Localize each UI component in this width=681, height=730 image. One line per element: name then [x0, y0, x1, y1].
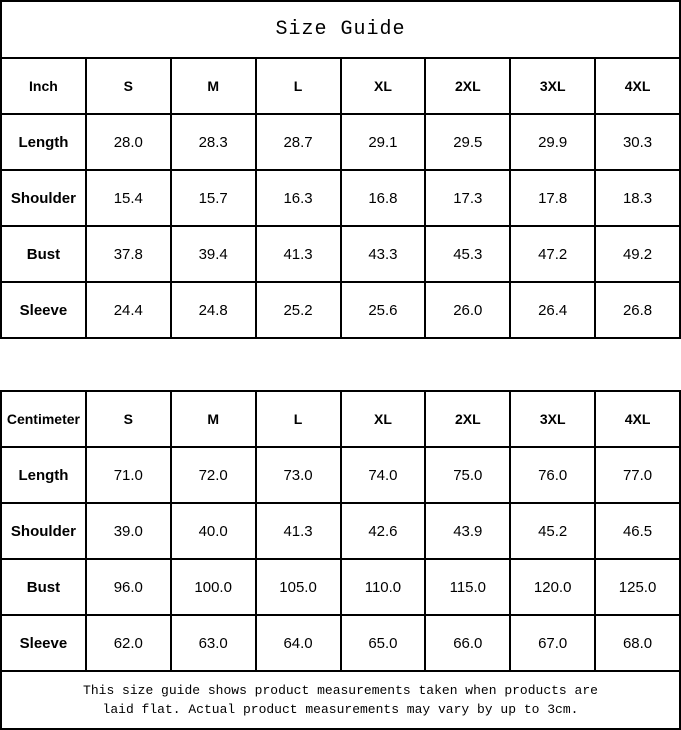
cell-value: 16.8: [341, 170, 426, 226]
cell-value: 17.8: [510, 170, 595, 226]
cell-value: 15.7: [171, 170, 256, 226]
cell-value: 74.0: [341, 447, 426, 503]
cell-value: 45.2: [510, 503, 595, 559]
cell-value: 110.0: [341, 559, 426, 615]
size-header-m: M: [171, 58, 256, 114]
size-header-l: L: [256, 391, 341, 447]
cell-value: 39.0: [86, 503, 171, 559]
cell-value: 75.0: [425, 447, 510, 503]
unit-header-inch: Inch: [1, 58, 86, 114]
cell-value: 18.3: [595, 170, 680, 226]
row-header-shoulder: Shoulder: [1, 503, 86, 559]
cm-length-row: [1, 447, 680, 503]
table-gap-spacer: [0, 339, 681, 390]
cell-value: 49.2: [595, 226, 680, 282]
row-header-bust: Bust: [1, 226, 86, 282]
cell-value: 24.4: [86, 282, 171, 338]
cm-sleeve-row: [1, 615, 680, 671]
cell-value: 25.6: [341, 282, 426, 338]
cell-value: 41.3: [256, 226, 341, 282]
cell-value: 64.0: [256, 615, 341, 671]
cm-header-row: [1, 391, 680, 447]
cell-value: 105.0: [256, 559, 341, 615]
cell-value: 16.3: [256, 170, 341, 226]
cell-value: 73.0: [256, 447, 341, 503]
page-title: Size Guide: [1, 1, 680, 58]
cell-value: 29.5: [425, 114, 510, 170]
cell-value: 28.3: [171, 114, 256, 170]
cell-value: 28.0: [86, 114, 171, 170]
cell-value: 120.0: [510, 559, 595, 615]
row-header-length: Length: [1, 447, 86, 503]
cell-value: 67.0: [510, 615, 595, 671]
cell-value: 43.9: [425, 503, 510, 559]
size-header-3xl: 3XL: [510, 391, 595, 447]
cell-value: 115.0: [425, 559, 510, 615]
cell-value: 37.8: [86, 226, 171, 282]
note-row: [1, 671, 680, 729]
size-header-s: S: [86, 391, 171, 447]
cell-value: 46.5: [595, 503, 680, 559]
cell-value: 26.0: [425, 282, 510, 338]
cell-value: 40.0: [171, 503, 256, 559]
cell-value: 47.2: [510, 226, 595, 282]
size-header-xl: XL: [341, 58, 426, 114]
cell-value: 24.8: [171, 282, 256, 338]
cm-bust-row: [1, 559, 680, 615]
size-header-4xl: 4XL: [595, 391, 680, 447]
inch-length-row: [1, 114, 680, 170]
cell-value: 66.0: [425, 615, 510, 671]
cell-value: 42.6: [341, 503, 426, 559]
cell-value: 39.4: [171, 226, 256, 282]
cell-value: 25.2: [256, 282, 341, 338]
cell-value: 17.3: [425, 170, 510, 226]
cell-value: 26.4: [510, 282, 595, 338]
cell-value: 30.3: [595, 114, 680, 170]
inch-sleeve-row: [1, 282, 680, 338]
size-header-xl: XL: [341, 391, 426, 447]
cell-value: 77.0: [595, 447, 680, 503]
note-cell: [1, 671, 680, 729]
cell-value: 26.8: [595, 282, 680, 338]
size-header-4xl: 4XL: [595, 58, 680, 114]
cell-value: 125.0: [595, 559, 680, 615]
cell-value: 29.9: [510, 114, 595, 170]
cell-value: 72.0: [171, 447, 256, 503]
inch-shoulder-row: [1, 170, 680, 226]
row-header-sleeve: Sleeve: [1, 282, 86, 338]
size-header-2xl: 2XL: [425, 58, 510, 114]
size-header-s: S: [86, 58, 171, 114]
title-row: [1, 1, 680, 58]
row-header-bust: Bust: [1, 559, 86, 615]
cell-value: 68.0: [595, 615, 680, 671]
cell-value: 100.0: [171, 559, 256, 615]
cell-value: 96.0: [86, 559, 171, 615]
cell-value: 45.3: [425, 226, 510, 282]
cell-value: 65.0: [341, 615, 426, 671]
inch-size-table: [0, 0, 681, 339]
centimeter-size-table: [0, 390, 681, 730]
row-header-sleeve: Sleeve: [1, 615, 86, 671]
cell-value: 71.0: [86, 447, 171, 503]
measurement-note: This size guide shows product measurements taken when products are laid flat. Actual product measurements may vary by up to 3cm.: [83, 683, 598, 717]
size-header-l: L: [256, 58, 341, 114]
row-header-shoulder: Shoulder: [1, 170, 86, 226]
inch-header-row: [1, 58, 680, 114]
size-header-2xl: 2XL: [425, 391, 510, 447]
cell-value: 41.3: [256, 503, 341, 559]
cell-value: 29.1: [341, 114, 426, 170]
cell-value: 15.4: [86, 170, 171, 226]
unit-header-centimeter: Centimeter: [1, 391, 86, 447]
cell-value: 28.7: [256, 114, 341, 170]
row-header-length: Length: [1, 114, 86, 170]
cell-value: 62.0: [86, 615, 171, 671]
inch-bust-row: [1, 226, 680, 282]
cell-value: 76.0: [510, 447, 595, 503]
size-header-m: M: [171, 391, 256, 447]
size-header-3xl: 3XL: [510, 58, 595, 114]
cm-shoulder-row: [1, 503, 680, 559]
cell-value: 43.3: [341, 226, 426, 282]
cell-value: 63.0: [171, 615, 256, 671]
